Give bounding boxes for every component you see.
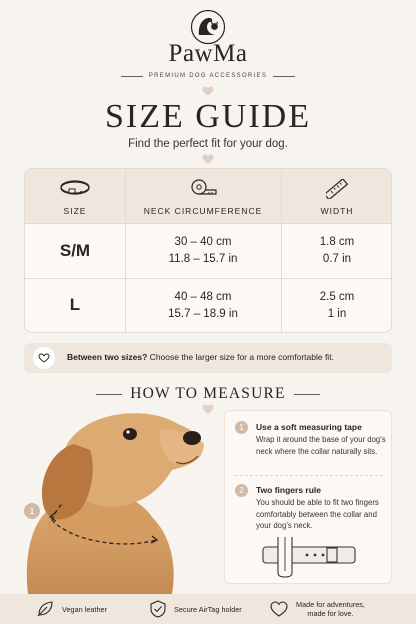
brand-tagline: PREMIUM DOG ACCESSORIES xyxy=(148,73,268,79)
tip-badge xyxy=(33,347,55,369)
features-footer xyxy=(0,594,416,624)
step-number: 1 xyxy=(235,421,248,434)
header-neck xyxy=(125,169,281,224)
measure-marker: 1 xyxy=(24,503,40,519)
feature-airtag xyxy=(150,594,242,624)
leaf-icon xyxy=(36,600,54,618)
neck-in: 11.8 – 15.7 in xyxy=(168,253,238,265)
measuring-tape-icon xyxy=(188,179,218,197)
divider xyxy=(273,76,295,77)
collar-icon xyxy=(59,179,91,197)
feature-label: Secure AirTag holder xyxy=(174,604,242,614)
header-width xyxy=(281,169,392,224)
width-cell xyxy=(281,234,392,268)
tip-text xyxy=(67,352,334,362)
step-divider xyxy=(235,475,383,476)
size-table xyxy=(24,168,392,333)
size-label: L xyxy=(69,295,81,314)
feature-vegan xyxy=(36,594,107,624)
header-size-label: SIZE xyxy=(63,206,87,216)
feature-love xyxy=(270,594,365,624)
ruler-icon xyxy=(326,179,348,199)
divider xyxy=(294,394,320,395)
feature-label xyxy=(296,600,365,618)
heart-icon xyxy=(38,353,50,363)
feature-label-line2: made for love. xyxy=(307,609,354,618)
heart-icon xyxy=(270,601,288,617)
neck-in: 15.7 – 18.9 in xyxy=(168,308,238,320)
measure-steps-panel xyxy=(224,410,392,584)
neck-range-cell xyxy=(125,234,281,268)
page-title: SIZE GUIDE xyxy=(104,98,312,135)
tip-bold: Between two sizes? xyxy=(67,352,148,362)
feature-label: Vegan leather xyxy=(62,604,108,614)
neck-cm: 30 – 40 cm xyxy=(174,236,232,248)
step-text: Wrap it around the base of your dog's neck where the collar naturally sits. xyxy=(256,435,386,456)
header-size xyxy=(25,169,125,224)
divider xyxy=(96,394,122,395)
heart-icon xyxy=(202,154,214,164)
size-label: S/M xyxy=(59,241,91,260)
step-text: You should be able to fit two fingers comfortably between the collar and your dog's neck. xyxy=(256,498,379,530)
width-cell xyxy=(281,289,392,323)
row-divider xyxy=(25,278,392,279)
width-in: 1 in xyxy=(327,308,347,320)
step-title: Two fingers rule xyxy=(256,485,322,495)
step-number: 2 xyxy=(235,484,248,497)
neck-cm: 40 – 48 cm xyxy=(174,291,232,303)
dog-illustration xyxy=(0,400,226,594)
neck-range-cell xyxy=(125,289,281,323)
section-title: HOW TO MEASURE xyxy=(130,385,286,402)
divider xyxy=(121,76,143,77)
tagline-row xyxy=(0,73,416,79)
header-neck-label: NECK CIRCUMFERENCE xyxy=(143,206,263,216)
width-cm: 2.5 cm xyxy=(319,291,355,303)
page-subtitle: Find the perfect fit for your dog. xyxy=(128,138,288,150)
shield-check-icon xyxy=(150,600,166,618)
step-title: Use a soft measuring tape xyxy=(256,422,362,432)
width-cm: 1.8 cm xyxy=(319,236,355,248)
tip-body: Choose the larger size for a more comfortable fit. xyxy=(147,352,334,362)
feature-label-line1: Made for adventures, xyxy=(296,600,365,609)
brand-name: PawMa xyxy=(168,40,248,67)
collar-fingers-illustration xyxy=(261,535,357,579)
width-in: 0.7 in xyxy=(322,253,352,265)
size-tip xyxy=(24,343,392,373)
heart-icon xyxy=(202,86,214,96)
header-width-label: WIDTH xyxy=(320,206,354,216)
